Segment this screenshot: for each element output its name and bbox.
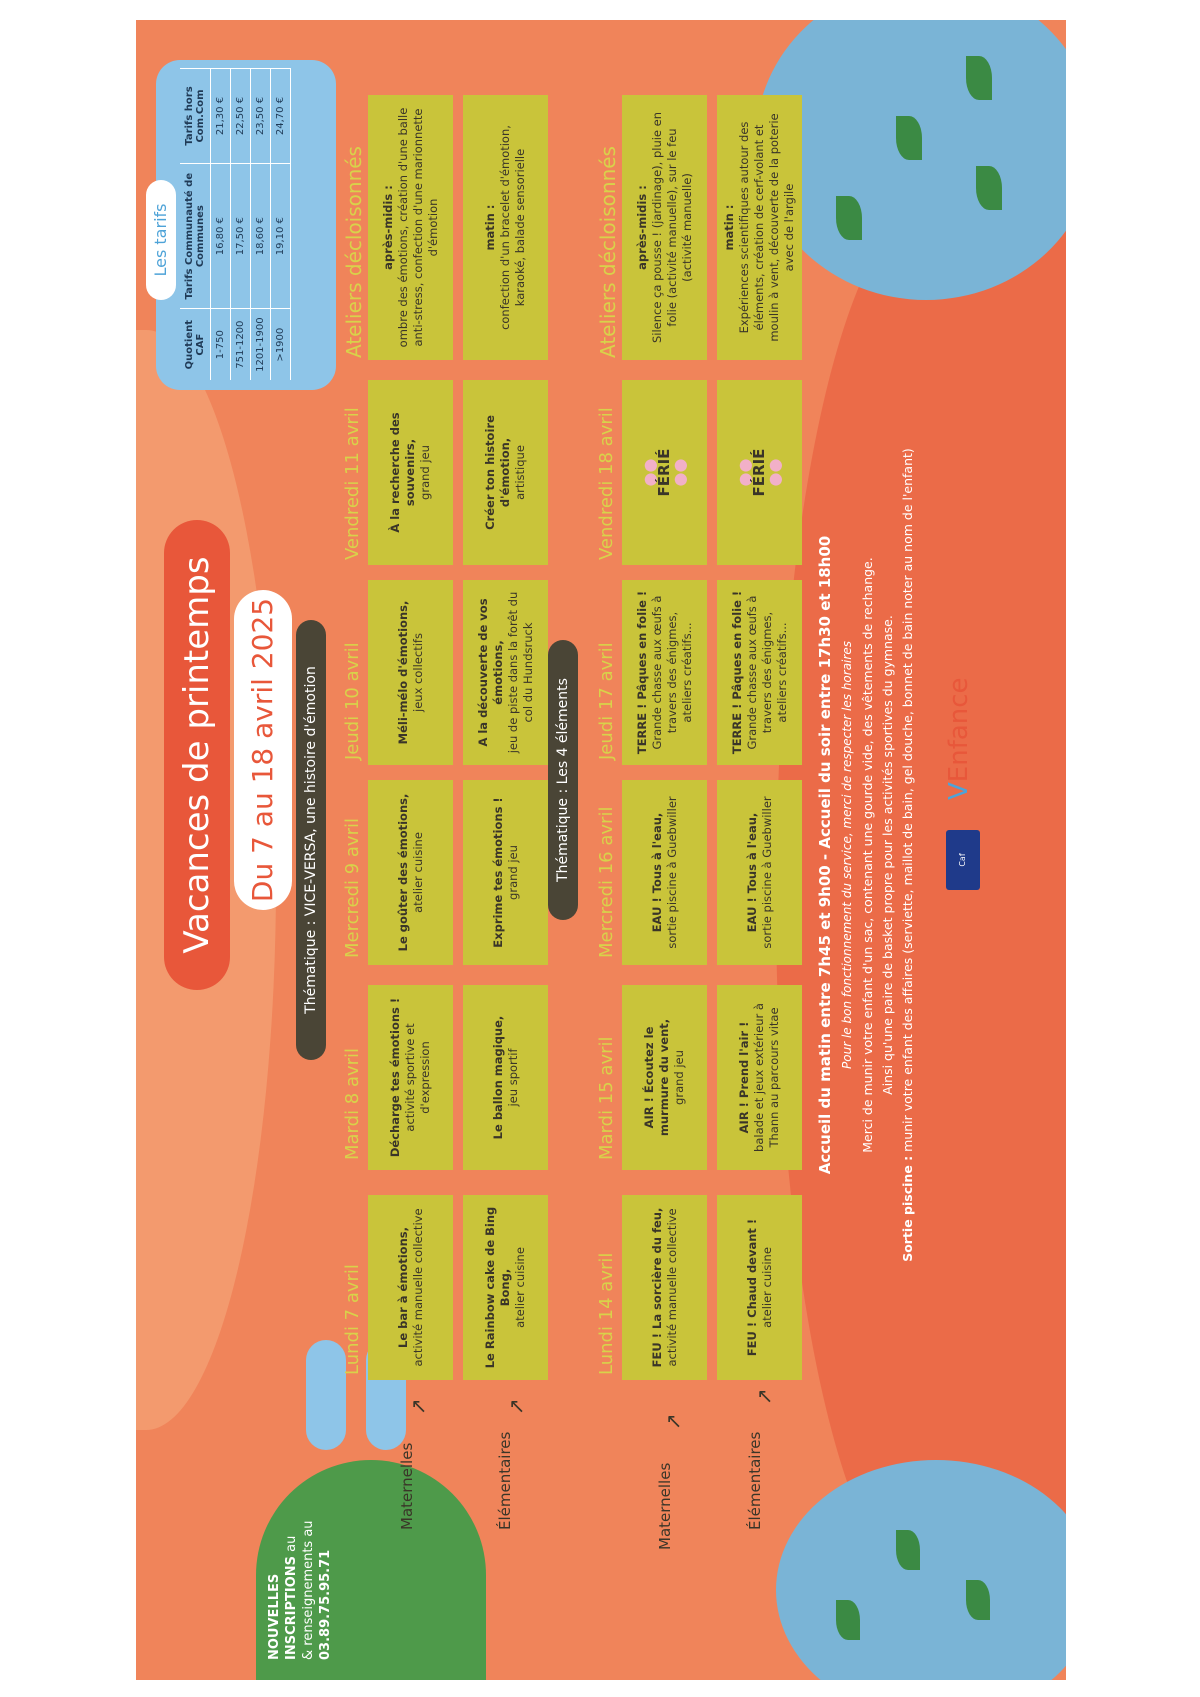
- tree-illustration-left: [776, 1460, 1066, 1680]
- ferie-label: FÉRIÉ: [655, 448, 673, 497]
- tarifs-title: Les tarifs: [146, 180, 176, 300]
- leaf-icon: [966, 1580, 990, 1620]
- ateliers-title: Ateliers décloisonnés: [342, 146, 366, 358]
- activity-card: Le goûter des émotions, atelier cuisine: [368, 780, 453, 965]
- table-row: 751-1200 17,50 € 22,50 €: [231, 69, 251, 381]
- atelier-card: après-midis : Silence ça pousse ! (jardinage), pluie en folie (activité manuelle), sur le feu (activité manuelle): [622, 95, 707, 360]
- arrow-icon: ↗: [406, 1398, 430, 1415]
- paw-icon: ●●: [640, 458, 659, 487]
- enfance-icon: V: [944, 782, 974, 800]
- caf-logo: Caf: [946, 830, 980, 890]
- bunny-ear-icon: [306, 1340, 346, 1450]
- row-label-maternelles-week2: Maternelles: [656, 1462, 674, 1550]
- ateliers-title: Ateliers décloisonnés: [596, 146, 620, 358]
- ferie-label: FÉRIÉ: [750, 448, 768, 497]
- table-header: Quotient CAF: [180, 309, 211, 380]
- activity-card: Le ballon magique, jeu sportif: [463, 985, 548, 1170]
- day-label: Vendredi 18 avril: [596, 407, 617, 560]
- activity-card: Décharge tes émotions ! activité sportive et d'expression: [368, 985, 453, 1170]
- atelier-card: après-midis : ombre des émotions, création d'une balle anti-stress, confection d'une marionnette d'émotion: [368, 95, 453, 360]
- phone-number: 03.89.75.95.71: [318, 1549, 333, 1660]
- leaf-icon: [836, 196, 862, 240]
- arrow-icon: ↗: [504, 1398, 528, 1415]
- table-row: 1-750 16,80 € 21,30 €: [211, 69, 231, 381]
- date-range: Du 7 au 18 avril 2025: [234, 590, 292, 910]
- poster-canvas: [136, 20, 1066, 1680]
- activity-card: Le bar à émotions, activité manuelle collective: [368, 1195, 453, 1380]
- day-label: Mercredi 16 avril: [596, 806, 617, 958]
- table-row: 1201-1900 18,60 € 23,50 €: [251, 69, 271, 381]
- activity-card: A la découverte de vos émotions, jeu de piste dans la forêt du col du Hundsruck: [463, 580, 548, 765]
- leaf-icon: [966, 56, 992, 100]
- day-label: Lundi 7 avril: [342, 1264, 363, 1375]
- table-header: Tarifs Communauté de Communes: [180, 164, 211, 309]
- atelier-card: matin : Expériences scientifiques autour des éléments, création de cerf-volant et moulin à vent, découverte de la poterie avec de l'argile: [717, 95, 802, 360]
- theme-week1: Thématique : VICE-VERSA, une histoire d'émotion: [296, 620, 326, 1060]
- table-header-row: [180, 69, 211, 381]
- inscriptions-line1: NOUVELLES: [267, 1573, 282, 1660]
- paw-icon: ●●: [765, 458, 784, 487]
- enfance-logo: VEnfance: [944, 677, 974, 800]
- inscriptions-block: [266, 1480, 334, 1660]
- info-accueil: Accueil du matin entre 7h45 et 9h00 - Accueil du soir entre 17h30 et 18h00: [816, 535, 834, 1175]
- tarifs-table: [180, 68, 291, 380]
- row-label-elementaires-week2: Élémentaires: [746, 1431, 764, 1530]
- arrow-icon: ↗: [661, 1413, 685, 1430]
- day-label: Jeudi 17 avril: [596, 642, 617, 760]
- theme-week2: Thématique : Les 4 éléments: [548, 640, 578, 920]
- activity-card: TERRE ! Pâques en folie ! Grande chasse aux œufs à travers des énigmes, ateliers créatifs...: [622, 580, 707, 765]
- tarifs-table-wrap: [156, 60, 336, 390]
- poster: [136, 20, 1066, 1680]
- leaf-icon: [896, 116, 922, 160]
- day-label: Vendredi 11 avril: [342, 407, 363, 560]
- ferie-card: [717, 380, 802, 565]
- activity-card: EAU ! Tous à l'eau, sortie piscine à Guebwiller: [717, 780, 802, 965]
- activity-card: EAU ! Tous à l'eau, sortie piscine à Guebwiller: [622, 780, 707, 965]
- arrow-icon: ↗: [752, 1388, 776, 1405]
- day-label: Mardi 8 avril: [342, 1047, 363, 1160]
- inscriptions-line4: & renseignements au: [301, 1520, 316, 1660]
- page-title: Vacances de printemps: [164, 520, 230, 990]
- inscriptions-line2: INSCRIPTIONS au: [284, 1535, 299, 1660]
- activity-card: FEU ! Chaud devant ! atelier cuisine: [717, 1195, 802, 1380]
- tree-illustration-right: [756, 20, 1066, 300]
- ferie-card: [622, 380, 707, 565]
- activity-card: AIR ! Prend l'air ! balade et jeux extérieur à Thann au parcours vitae: [717, 985, 802, 1170]
- activity-card: AIR ! Écoutez le murmure du vent, grand jeu: [622, 985, 707, 1170]
- info-sac: Merci de munir votre enfant d'un sac, contenant une gourde vide, des vêtements de rechange.: [860, 557, 875, 1153]
- activity-card: TERRE ! Pâques en folie ! Grande chasse aux œufs à travers des énigmes, ateliers créatifs...: [717, 580, 802, 765]
- info-piscine: Sortie piscine : munir votre enfant des affaires (serviette, maillot de bain, gel douche, bonnet de bain noter au nom de l'enfant): [900, 448, 915, 1262]
- activity-card: À la recherche des souvenirs, grand jeu: [368, 380, 453, 565]
- paw-icon: ●●: [735, 458, 754, 487]
- day-label: Mardi 15 avril: [596, 1036, 617, 1160]
- row-label-elementaires: Élémentaires: [496, 1431, 514, 1530]
- leaf-icon: [896, 1530, 920, 1570]
- day-label: Jeudi 10 avril: [342, 642, 363, 760]
- activity-card: Méli-mélo d'émotions, jeux collectifs: [368, 580, 453, 765]
- day-label: Mercredi 9 avril: [342, 818, 363, 958]
- atelier-card: matin : confection d'un bracelet d'émotion, karaoké, balade sensorielle: [463, 95, 548, 360]
- info-respect: Pour le bon fonctionnement du service, merci de respecter les horaires: [840, 641, 854, 1069]
- leaf-icon: [836, 1600, 860, 1640]
- activity-card: FEU ! La sorcière du feu, activité manuelle collective: [622, 1195, 707, 1380]
- activity-card: Le Rainbow cake de Bing Bong, atelier cuisine: [463, 1195, 548, 1380]
- info-basket: Ainsi qu'une paire de basket propre pour les activités sportives du gymnase.: [880, 615, 895, 1095]
- row-label-maternelles: Maternelles: [398, 1442, 416, 1530]
- day-label: Lundi 14 avril: [596, 1252, 617, 1375]
- table-header: Tarifs hors Com.Com: [180, 69, 211, 164]
- paw-icon: ●●: [670, 458, 689, 487]
- activity-card: Exprime tes émotions ! grand jeu: [463, 780, 548, 965]
- leaf-icon: [976, 166, 1002, 210]
- table-row: >1900 19,10 € 24,70 €: [271, 69, 291, 381]
- activity-card: Créer ton histoire d'émotion, artistique: [463, 380, 548, 565]
